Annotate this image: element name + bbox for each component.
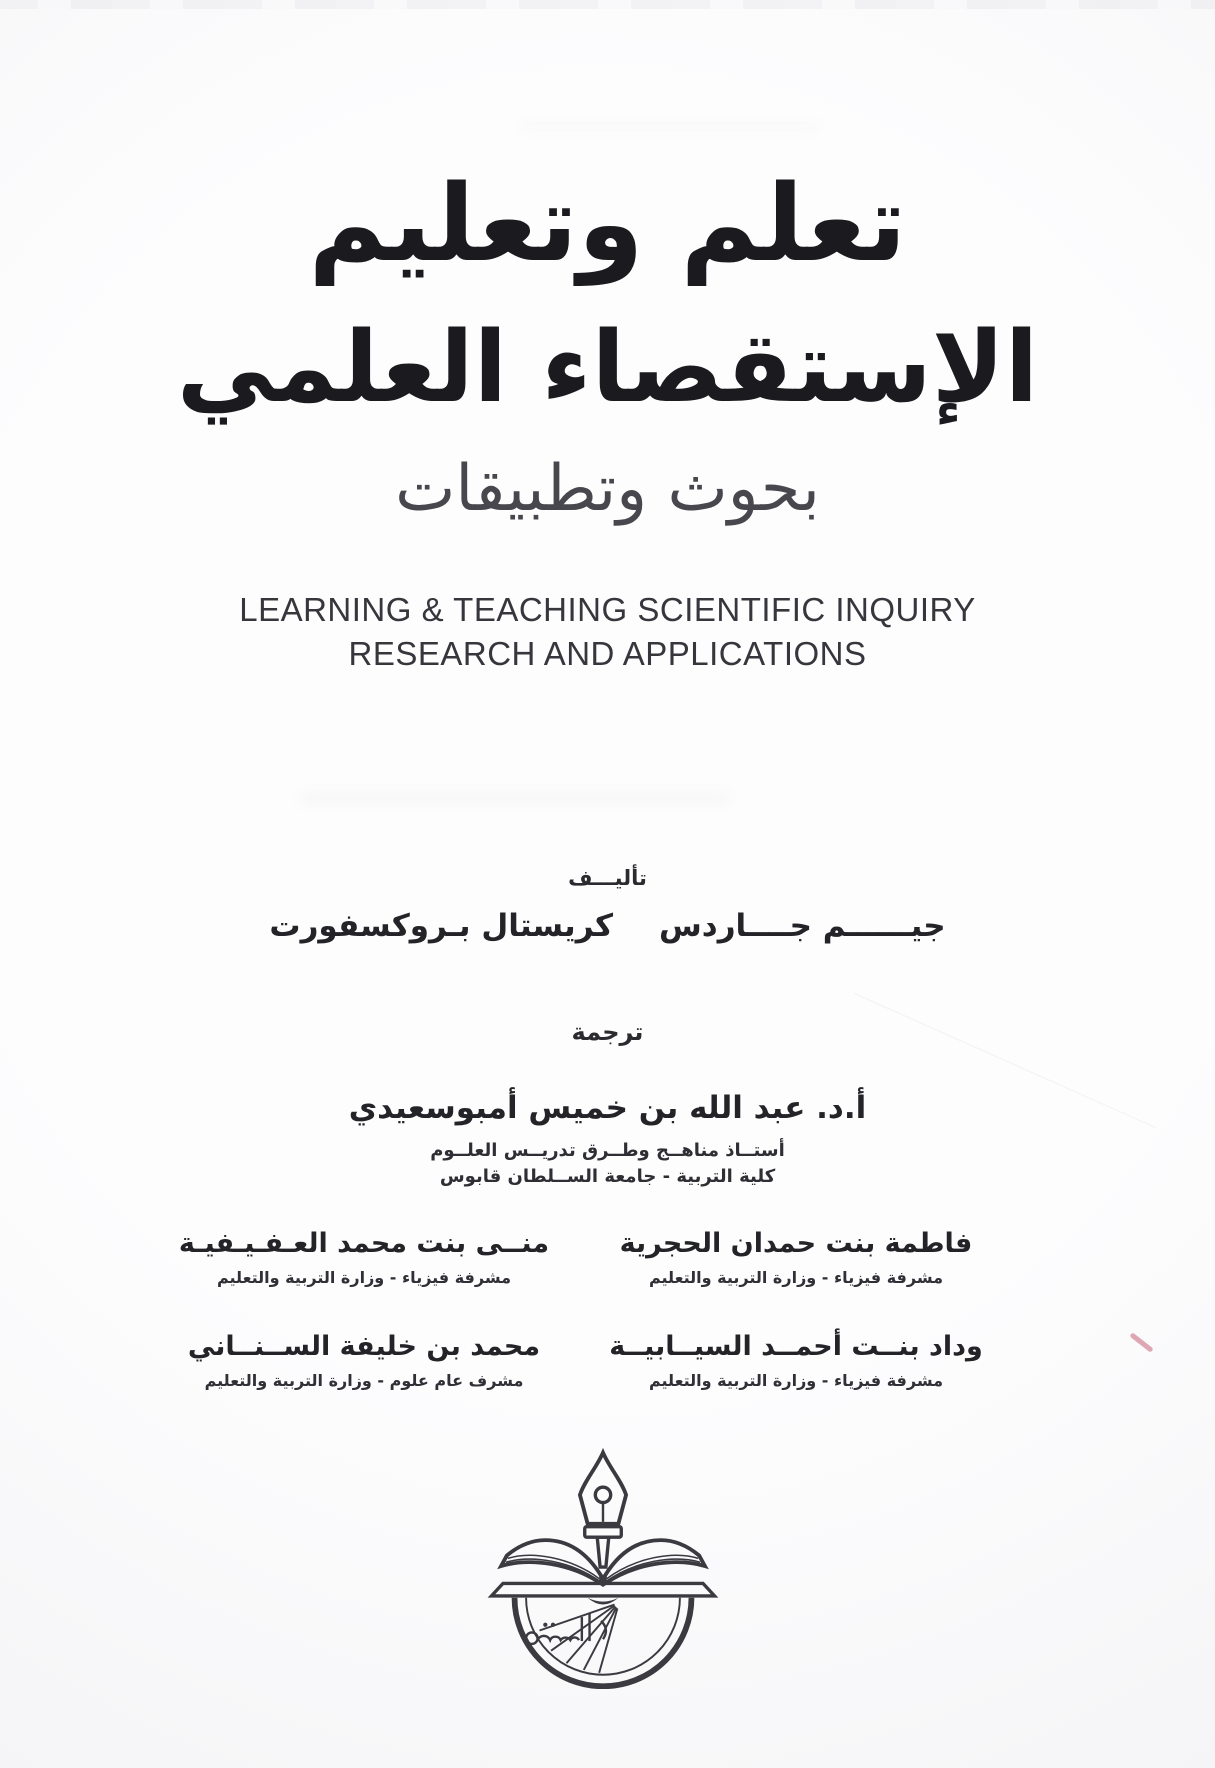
publisher-logo	[478, 1447, 728, 1689]
co-translator-role: مشرفة فيزياء - وزارة التربية والتعليم	[648, 1371, 944, 1390]
book-title-english-line1: LEARNING & TEACHING SCIENTIFIC INQUIRY	[239, 591, 976, 628]
authors-heading: تأليـــف	[568, 866, 647, 890]
book-title-english-line2: RESEARCH AND APPLICATIONS	[348, 635, 867, 672]
author-name-2: كريستال بـروكسفورت	[269, 908, 614, 944]
co-translator-card	[165, 1228, 563, 1287]
pen-nib-open-book-emblem-icon	[478, 1447, 728, 1689]
authors-names	[0, 908, 1215, 944]
lead-translator-name: أ.د. عبد الله بن خميس أمبوسعيدي	[348, 1090, 867, 1126]
lead-translator-role-line1: أستــاذ مناهــج وطــرق تدريــس العلــوم	[430, 1140, 785, 1161]
co-translator-name: فاطمة بنت حمدان الحجرية	[619, 1228, 973, 1259]
book-title-arabic-line1: تعلم وتعليم	[308, 162, 907, 285]
co-translator-name: وداد بنــت أحمــد السيــابيــة	[609, 1331, 983, 1362]
co-translator-card	[165, 1331, 563, 1390]
co-translator-card	[597, 1228, 995, 1287]
scan-artifact	[300, 792, 730, 805]
co-translator-name: محمد بن خليفة الســنــاني	[187, 1331, 541, 1362]
co-translator-role: مشرفة فيزياء - وزارة التربية والتعليم	[648, 1268, 944, 1287]
lead-translator-role-line2: كلية التربية - جامعة الســلطان قابوس	[439, 1166, 776, 1187]
book-title-arabic-line2: الإستقصاء العلمي	[176, 311, 1039, 425]
book-subtitle-arabic: بحوث وتطبيقات	[395, 452, 820, 526]
scan-artifact	[1129, 1332, 1153, 1353]
co-translator-name: منــى بنت محمد العـفـيـفيـة	[178, 1228, 550, 1259]
co-translator-role: مشرفة فيزياء - وزارة التربية والتعليم	[216, 1268, 512, 1287]
scan-edge-artifact	[0, 0, 1215, 9]
co-translator-role: مشرف عام علوم - وزارة التربية والتعليم	[204, 1371, 524, 1390]
author-name-1: جيــــــم جــــاردس	[659, 908, 946, 944]
co-translators-grid	[165, 1228, 995, 1390]
translation-heading: ترجمة	[571, 1018, 644, 1046]
co-translator-card	[597, 1331, 995, 1390]
scan-artifact	[520, 122, 820, 131]
